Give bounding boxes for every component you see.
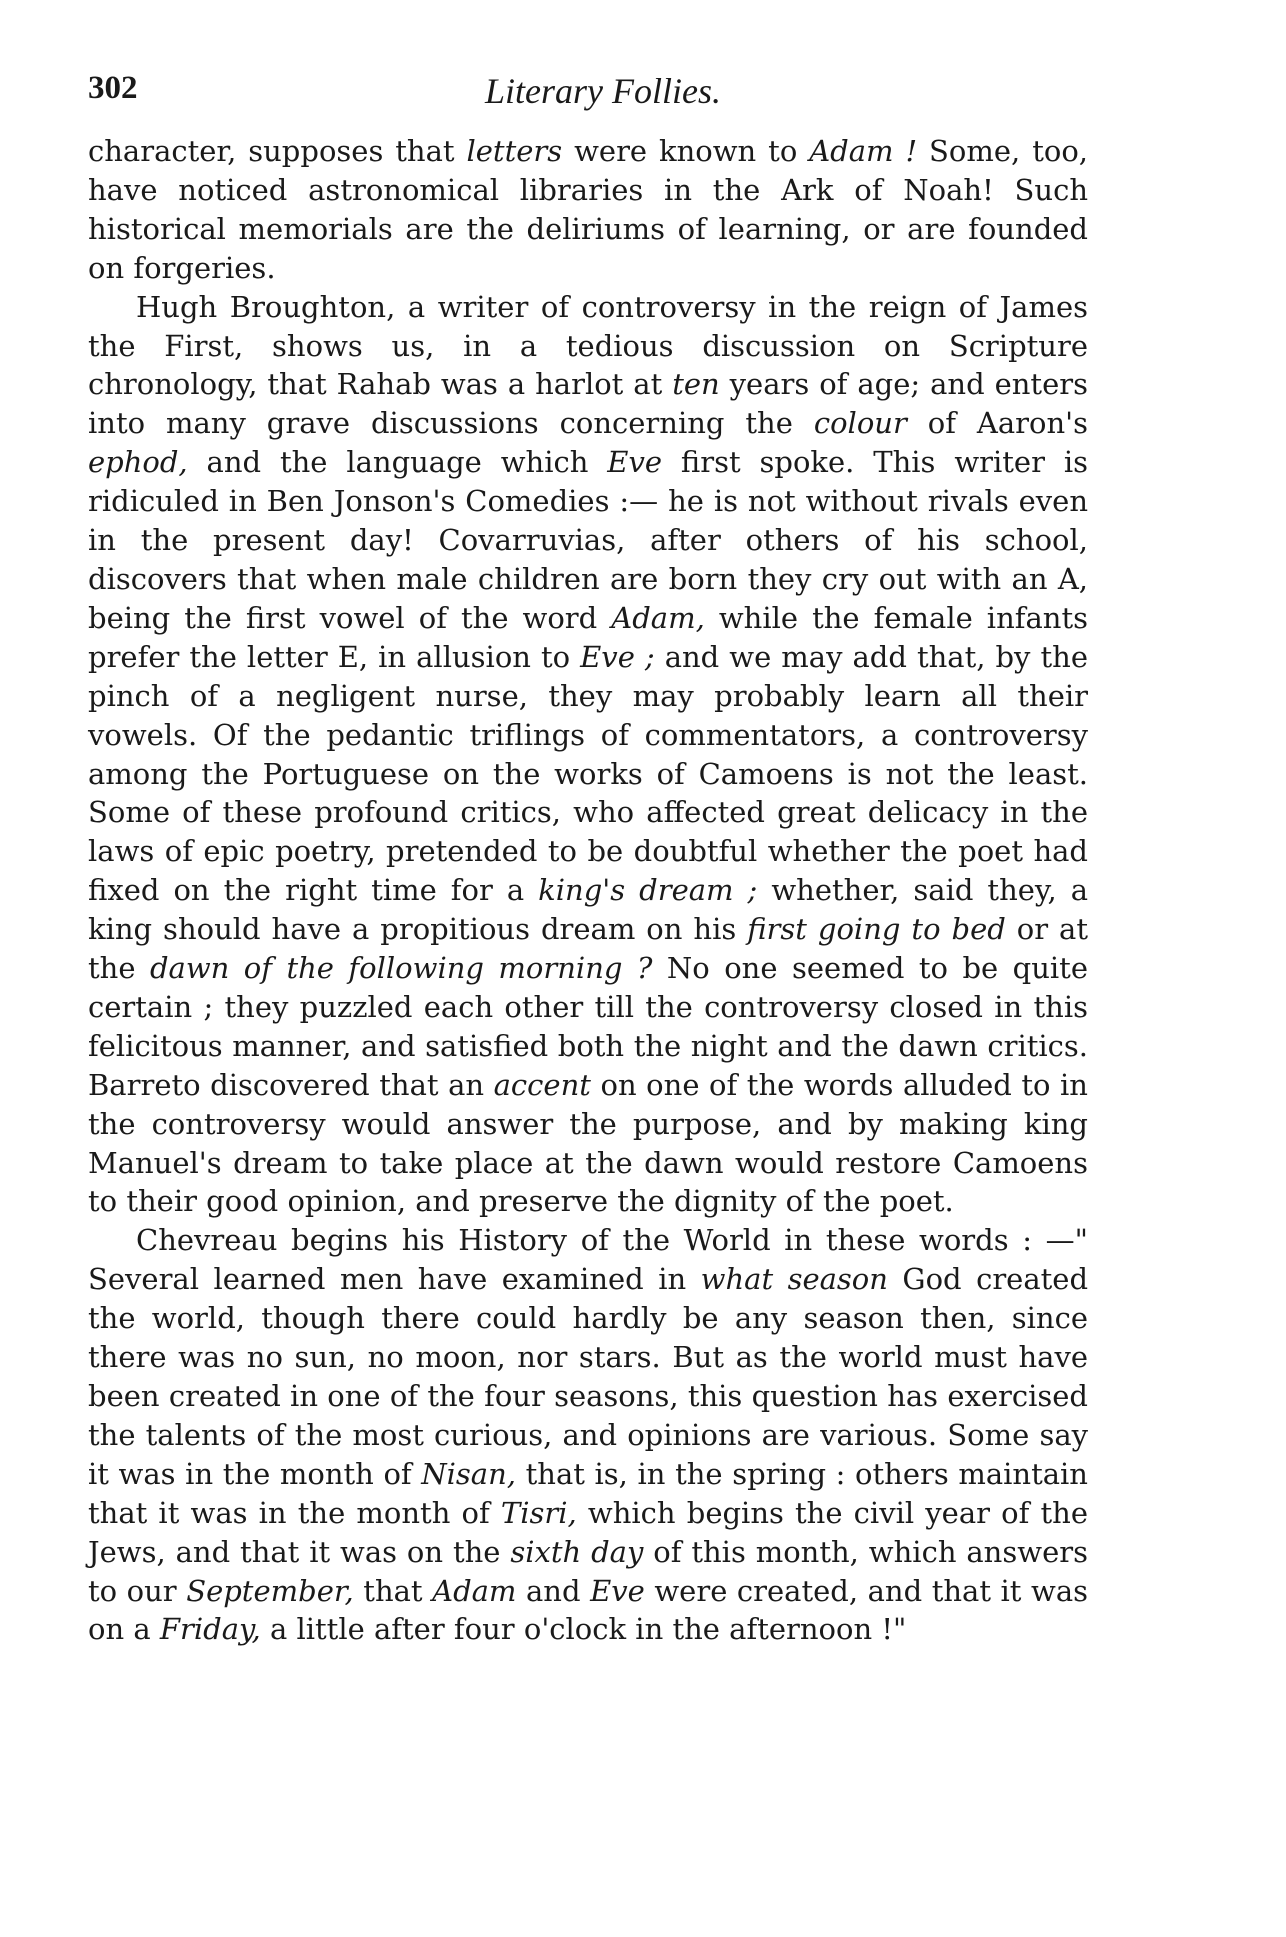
- italic-text: Eve: [607, 445, 663, 480]
- text-run: of this month, which answers to our: [88, 1534, 1088, 1608]
- italic-text: ephod,: [88, 445, 188, 480]
- text-run: that is, in the spring : others maintain that it was in the month of: [88, 1456, 1088, 1530]
- book-page: [88, 70, 1088, 1649]
- text-run: and we may add that, by the pinch of a negligent nurse, they may probably learn all their vowels. Of the pedantic triflings of commentators, a controversy among the Portuguese on the works of Camoens is not the least. Some of these profound critics, who affected great delicacy in the laws of epic poetry, pretended to be doubtful whether the poet had fixed on the right time for a: [88, 639, 1088, 908]
- text-run: and the language which: [187, 445, 608, 480]
- italic-text: colour: [813, 406, 907, 441]
- text-run: of Aaron's: [906, 406, 1088, 441]
- italic-text: ten: [672, 367, 720, 402]
- text-run: that: [353, 1573, 433, 1608]
- italic-text: September,: [186, 1573, 354, 1608]
- text-run: were created, and that it was on a: [88, 1573, 1088, 1647]
- text-run: on one of the words alluded to in the controversy would answer the purpose, and by making king Manuel's dream to take place at the dawn would restore Camoens to their good opinion, and preserve the dignity of the poet.: [88, 1067, 1088, 1219]
- italic-text: letters: [466, 134, 563, 168]
- text-run: while the female infants prefer the letter E, in allusion to: [88, 600, 1088, 674]
- text-run: No one seemed to be quite certain ; they puzzled each other till the controversy closed in this felicitous manner, and satisfied both the night and the dawn critics. Barreto discovered that an: [88, 951, 1088, 1102]
- italic-text: Adam !: [809, 134, 918, 168]
- italic-text: sixth day: [510, 1534, 644, 1569]
- italic-text: first going to bed: [747, 912, 1006, 947]
- text-run: first spoke. This writer is ridiculed in Ben Jonson's Comedies :— he is not without rivals even in the present day! Covarruvias, after others of his school, discovers that when male children are born they cry out with an A, being the first vowel of the word: [88, 445, 1089, 635]
- text-run: were known to: [562, 134, 810, 168]
- page-number: 302: [88, 70, 138, 106]
- text-run: years of age; and enters into many grave discussions concerning the: [88, 367, 1088, 441]
- italic-text: Eve ;: [580, 639, 655, 674]
- text-run: a little after four o'clock in the afternoon !": [260, 1612, 907, 1647]
- text-run: God created the world, though there could hardly be any season then, since there was no sun, no moon, nor stars. But as the world must have been created in one of the four seasons, this question has exercised the talents of the most curious, and opinions are various. Some say it was in the month of: [88, 1262, 1089, 1491]
- italic-text: Adam,: [611, 600, 705, 635]
- running-title: Literary Follies.: [485, 71, 721, 111]
- text-run: Hugh Broughton, a writer of controversy in the reign of James the First, shows us, in a tedious discussion on Scripture chronology, that Rahab was a harlot at: [88, 289, 1088, 402]
- running-head: [88, 70, 1088, 116]
- italic-text: Adam: [432, 1573, 517, 1608]
- text-run: whether, said they, a king should have a propitious dream on his: [88, 873, 1088, 947]
- italic-text: accent: [493, 1067, 591, 1102]
- italic-text: Eve: [590, 1573, 645, 1608]
- italic-text: Friday,: [159, 1612, 261, 1647]
- text-run: character, supposes that: [88, 134, 467, 168]
- paragraph: [88, 288, 1088, 1222]
- text-run: Chevreau begins his History of the World in these words : —" Several learned men have examined in: [88, 1223, 1088, 1297]
- paragraph: [88, 132, 1088, 288]
- italic-text: king's dream ;: [538, 873, 758, 908]
- text-run: Some, too, have noticed astronomical libraries in the Ark of Noah! Such historical memorials are the deliriums of learning, or are founded on forgeries.: [88, 134, 1088, 285]
- italic-text: what season: [700, 1262, 888, 1297]
- text-run: or at the: [88, 912, 1088, 986]
- paragraph: [88, 1221, 1088, 1649]
- text-run: and: [516, 1573, 591, 1608]
- body-text: [88, 132, 1088, 1649]
- italic-text: Tisri,: [500, 1495, 577, 1530]
- text-run: which begins the civil year of the Jews, and that it was on the: [88, 1495, 1088, 1569]
- italic-text: Nisan,: [421, 1456, 516, 1491]
- italic-text: dawn of the following morning ?: [149, 951, 653, 986]
